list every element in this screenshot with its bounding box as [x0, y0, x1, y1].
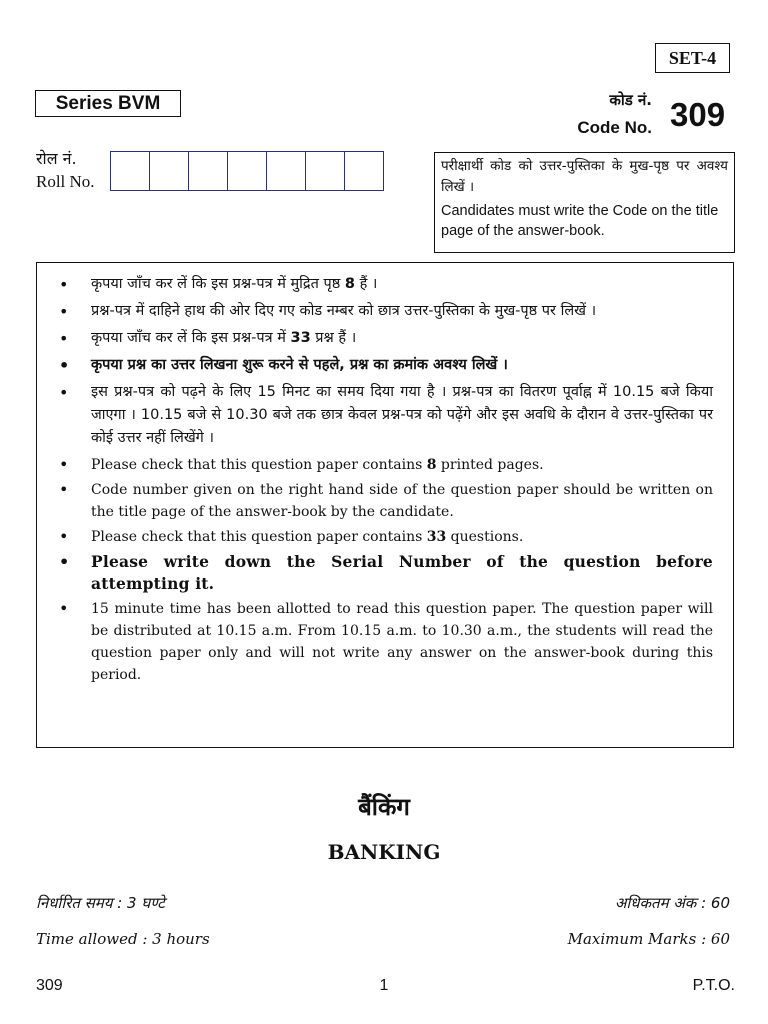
roll-digit-box[interactable]: [189, 152, 228, 190]
series-label: Series BVM: [35, 90, 181, 117]
time-allowed-hindi: निर्धारित समय : 3 घण्टे: [36, 894, 165, 912]
instructions-box: [36, 262, 734, 748]
roll-label-english: Roll No.: [36, 172, 95, 191]
roll-digit-box[interactable]: [267, 152, 306, 190]
roll-label-hindi: रोल नं.: [36, 149, 77, 168]
instruction-hindi-1: • कृपया जाँच कर लें कि इस प्रश्न-पत्र में मुद्रित पृष्ठ 8 हैं ।: [57, 273, 713, 296]
pto-label: P.T.O.: [692, 977, 735, 994]
instruction-hindi-2: • प्रश्न-पत्र में दाहिने हाथ की ओर दिए गए कोड नम्बर को छात्र उत्तर-पुस्तिका के मुख-पृष्ठ पर लिखें ।: [57, 300, 713, 323]
roll-digit-box[interactable]: [345, 152, 383, 190]
subject-title-hindi: बैंकिंग: [358, 793, 410, 821]
page-number: 1: [379, 977, 389, 994]
code-number: 309: [670, 96, 726, 133]
time-allowed-english: Time allowed : 3 hours: [36, 930, 210, 948]
instruction-english-1: • Please check that this question paper contains 8 printed pages.: [57, 454, 713, 476]
instruction-english-2: • Code number given on the right hand side of the question paper should be written on the title page of the answer-book by the candidate.: [57, 479, 713, 523]
roll-digit-box[interactable]: [150, 152, 189, 190]
roll-digit-box[interactable]: [228, 152, 267, 190]
roll-digit-box[interactable]: [306, 152, 345, 190]
instruction-english-5: • 15 minute time has been allotted to read this question paper. The question paper will be distributed at 10.15 a.m. From 10.15 a.m. to 10.30 a.m., the students will read the question paper only and will not write any answer on the answer-book during this period.: [57, 598, 713, 686]
max-marks-hindi: अधिकतम अंक : 60: [614, 894, 730, 912]
footer-code: 309: [36, 977, 63, 994]
code-label-english: Code No.: [577, 118, 652, 137]
instruction-hindi-4: • कृपया प्रश्न का उत्तर लिखना शुरू करने से पहले, प्रश्न का क्रमांक अवश्य लिखें ।: [57, 354, 713, 377]
max-marks-english: Maximum Marks : 60: [567, 930, 730, 948]
candidate-note-hindi: परीक्षार्थी कोड को उत्तर-पुस्तिका के मुख-पृष्ठ पर अवश्य लिखें ।: [441, 158, 728, 195]
candidate-note-english: Candidates must write the Code on the title page of the answer-book.: [441, 203, 719, 239]
subject-title-english: BANKING: [327, 840, 441, 864]
set-label: SET-4: [655, 43, 730, 73]
candidate-note-box: [434, 152, 735, 253]
instruction-hindi-3: • कृपया जाँच कर लें कि इस प्रश्न-पत्र में 33 प्रश्न हैं ।: [57, 327, 713, 350]
instruction-english-4: • Please write down the Serial Number of the question before attempting it.: [57, 551, 713, 595]
instruction-hindi-5: • इस प्रश्न-पत्र को पढ़ने के लिए 15 मिनट का समय दिया गया है । प्रश्न-पत्र का वितरण पूर्वाह्न में 10.15 बजे किया जाएगा । 10.15 बजे से 10.30 बजे तक छात्र केवल प्रश्न-पत्र को पढ़ेंगे और इस अवधि के दौरान वे उत्तर-पुस्तिका पर कोई उत्तर नहीं लिखेंगे ।: [57, 381, 713, 450]
code-label-hindi: कोड नं.: [609, 91, 652, 109]
roll-number-boxes[interactable]: [110, 151, 384, 191]
instruction-english-3: • Please check that this question paper contains 33 questions.: [57, 526, 713, 548]
roll-digit-box[interactable]: [111, 152, 150, 190]
